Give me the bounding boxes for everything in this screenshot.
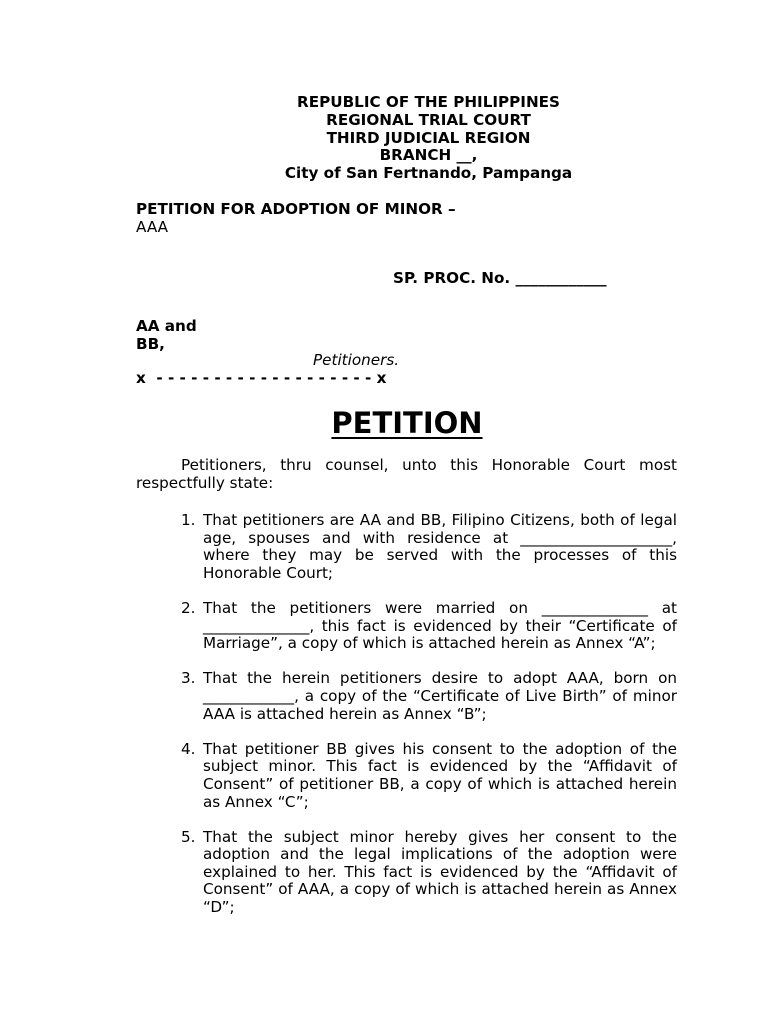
court-caption	[200, 94, 657, 183]
list-item	[136, 741, 677, 811]
item-text: That the subject minor hereby gives her consent to the adoption and the legal implications of the adoption were explained to her. This fact is evidenced by the “Affidavit of Consent” of AAA, a copy of which is attached herein as Annex “D”;	[203, 827, 677, 917]
caption-separator: x - - - - - - - - - - - - - - - - - - - x	[136, 369, 387, 387]
caption-branch: BRANCH __,	[379, 146, 478, 165]
caption-city: City of San Fertnando, Pampanga	[284, 164, 573, 183]
item-number: 2.	[181, 598, 196, 617]
case-title	[136, 201, 456, 236]
allegations-list	[136, 512, 677, 934]
item-number: 1.	[181, 511, 196, 529]
case-title-line2: AAA	[136, 217, 169, 236]
list-item	[136, 600, 677, 653]
document-title: PETITION	[331, 406, 483, 440]
list-item	[136, 829, 677, 917]
item-number: 3.	[181, 669, 196, 688]
intro-paragraph: Petitioners, thru counsel, unto this Honorable Court most respectfully state:	[136, 456, 677, 492]
item-text: That petitioners are AA and BB, Filipino Citizens, both of legal age, spouses and with residence at ____________________, where they may be served with the processes of this Honorable Court;	[203, 511, 677, 582]
caption-region: THIRD JUDICIAL REGION	[326, 128, 531, 147]
parties	[136, 317, 197, 353]
sp-proc-number: SP. PROC. No. ____________	[393, 269, 607, 287]
item-text: That the herein petitioners desire to adopt AAA, born on ____________, a copy of the “Certificate of Live Birth” of minor AAA is attached herein as Annex “B”;	[203, 669, 677, 723]
case-title-line1: PETITION FOR ADOPTION OF MINOR –	[136, 200, 456, 218]
party-line1: AA and	[136, 317, 197, 335]
list-item	[136, 512, 677, 582]
item-number: 5.	[181, 827, 196, 846]
list-item	[136, 670, 677, 723]
party-line2: BB,	[136, 335, 165, 353]
item-text: That the petitioners were married on ______________ at ______________, this fact is evidenced by their “Certificate of Marriage”, a copy of which is attached herein as Annex “A”;	[203, 598, 677, 653]
caption-court: REGIONAL TRIAL COURT	[326, 110, 531, 129]
caption-republic: REPUBLIC OF THE PHILIPPINES	[297, 93, 560, 111]
item-text: That petitioner BB gives his consent to the adoption of the subject minor. This fact is evidenced by the “Affidavit of Consent” of petitioner BB, a copy of which is attached herein as Annex “C”;	[203, 739, 677, 811]
petitioners-label: Petitioners.	[313, 351, 400, 369]
item-number: 4.	[181, 739, 196, 758]
